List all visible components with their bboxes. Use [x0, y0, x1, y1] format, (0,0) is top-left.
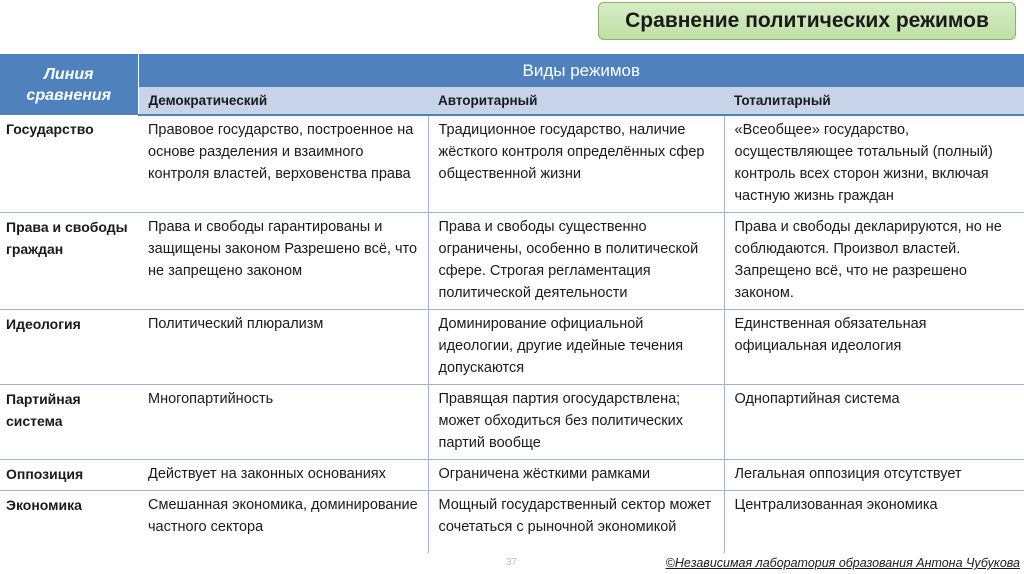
cell-totalitarian: «Всеобщее» государство, осуществляющее тотальный (полный) контроль всех сторон жизни, включая частную жизнь граждан — [724, 115, 1024, 213]
table-row — [0, 460, 1024, 491]
row-label: Оппозиция — [0, 460, 138, 491]
row-label: Партийная система — [0, 385, 138, 460]
cell-authoritarian: Мощный государственный сектор может сочетаться с рыночной экономикой — [428, 491, 724, 554]
copyright-footer: ©Независимая лаборатория образования Антона Чубукова — [665, 556, 1020, 570]
cell-democratic: Действует на законных основаниях — [138, 460, 428, 491]
header-comparison-line: Линия сравнения — [0, 54, 138, 115]
table-row — [0, 310, 1024, 385]
header-totalitarian: Тоталитарный — [724, 87, 1024, 115]
slide-title: Сравнение политических режимов — [598, 2, 1016, 40]
cell-democratic: Смешанная экономика, доминирование частного сектора — [148, 497, 418, 535]
table-row — [0, 491, 1024, 554]
cell-totalitarian: Единственная обязательная официальная идеология — [724, 310, 1024, 385]
header-regime-types: Виды режимов — [138, 54, 1024, 87]
cell-democratic: Многопартийность — [138, 385, 428, 460]
cell-totalitarian: Централизованная экономика — [724, 491, 1024, 554]
cell-authoritarian: Доминирование официальной идеологии, другие идейные течения допускаются — [428, 310, 724, 385]
row-label: Права и свободы граждан — [0, 213, 138, 310]
comparison-table — [0, 54, 1024, 553]
cell-totalitarian: Однопартийная система — [724, 385, 1024, 460]
row-label: Идеология — [0, 310, 138, 385]
cell-authoritarian: Правящая партия огосударствлена; может обходиться без политических партий вообще — [428, 385, 724, 460]
cell-totalitarian: Легальная оппозиция отсутствует — [724, 460, 1024, 491]
header-authoritarian: Авторитарный — [428, 87, 724, 115]
cell-authoritarian: Права и свободы существенно ограничены, особенно в политической сфере. Строгая регламентация политической деятельности — [428, 213, 724, 310]
row-label: Экономика — [6, 497, 82, 513]
cell-authoritarian: Ограничена жёсткими рамками — [428, 460, 724, 491]
cell-democratic: Политический плюрализм — [138, 310, 428, 385]
header-democratic: Демократический — [138, 87, 428, 115]
cell-democratic: Права и свободы гарантированы и защищены законом Разрешено всё, что не запрещено законом — [138, 213, 428, 310]
row-label: Государство — [0, 115, 138, 213]
table-row — [0, 213, 1024, 310]
cell-authoritarian: Традиционное государство, наличие жёсткого контроля определённых сфер общественной жизни — [428, 115, 724, 213]
page-number: 37 — [506, 557, 518, 568]
table-row — [0, 385, 1024, 460]
cell-totalitarian: Права и свободы декларируются, но не соблюдаются. Произвол властей. Запрещено всё, что не разрешено законом. — [724, 213, 1024, 310]
cell-democratic: Правовое государство, построенное на основе разделения и взаимного контроля властей, верховенства права — [138, 115, 428, 213]
table-row — [0, 115, 1024, 213]
